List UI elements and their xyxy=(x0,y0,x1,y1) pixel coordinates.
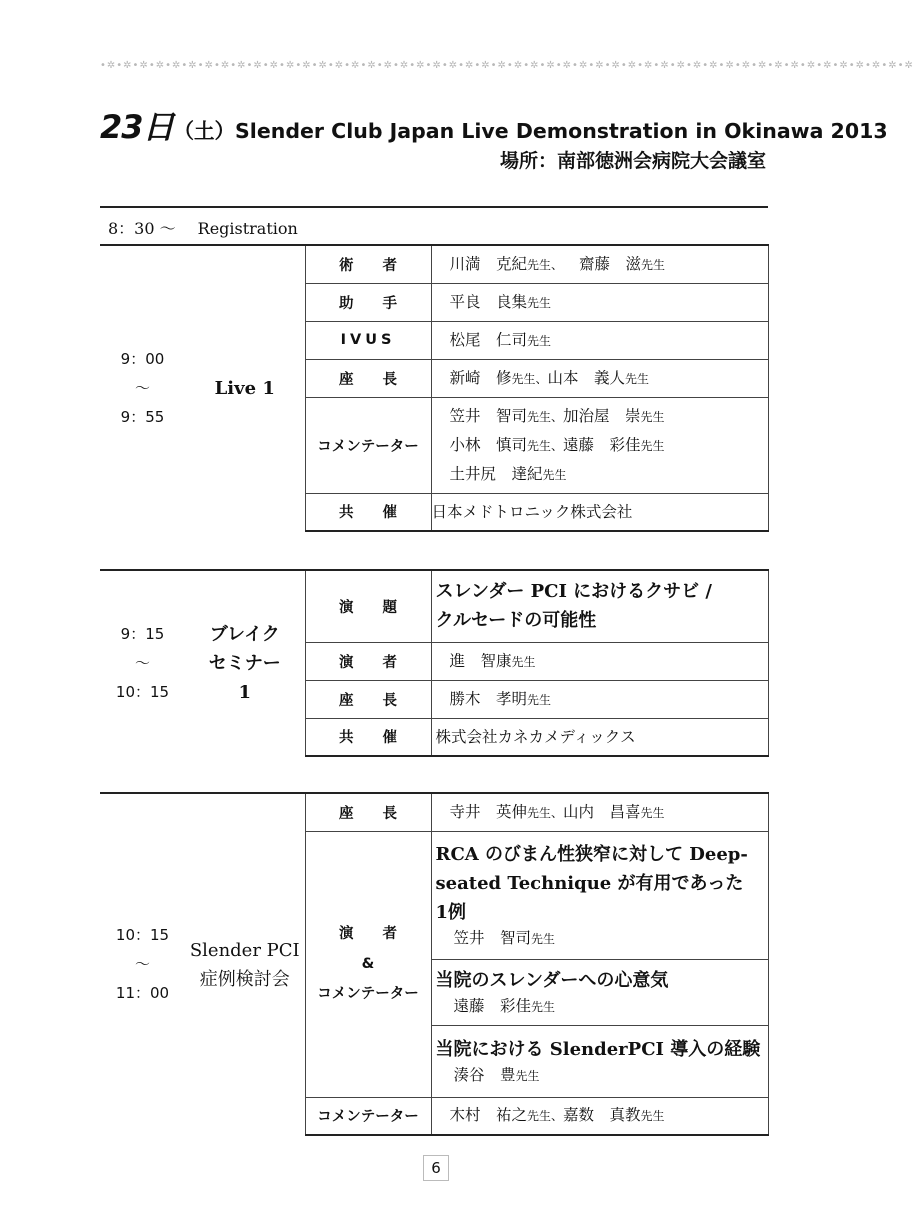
role-label: 座 長 xyxy=(305,793,431,831)
role-label: IVUS xyxy=(305,321,431,359)
speaker-name: 進 智康先生 xyxy=(431,642,768,680)
day-label: 23日 xyxy=(100,108,174,146)
case-2: 当院のスレンダーへの心意気 遠藤 彩佳先生 xyxy=(431,959,768,1025)
venue-label: 場所：南部徳洲会病院大会議室 xyxy=(499,150,766,172)
page-title xyxy=(100,102,888,148)
role-label: コメンテーター xyxy=(305,397,431,493)
role-label: 共 催 xyxy=(305,718,431,756)
session-name: Live 1 xyxy=(185,245,305,531)
ivus-name: 松尾 仁司先生 xyxy=(431,321,768,359)
chair-names: 寺井 英伸先生、山内 昌喜先生 xyxy=(431,793,768,831)
commentator-names: 笠井 智司先生、加治屋 崇先生 小林 慎司先生、遠藤 彩佳先生 土井尻 達紀先生 xyxy=(431,397,768,493)
operator-names: 川満 克紀先生、 齋藤 滋先生 xyxy=(431,245,768,283)
role-label: 共 催 xyxy=(305,493,431,531)
role-label: 座 長 xyxy=(305,359,431,397)
chair-names: 新崎 修先生、山本 義人先生 xyxy=(431,359,768,397)
time-range: 10：15 〜 11：00 xyxy=(100,793,185,1135)
schedule-block-case-review xyxy=(100,792,769,1136)
case-1: RCA のびまん性狭窄に対して Deep- seated Technique が有用であった 1例 笠井 智司先生 xyxy=(431,831,768,959)
time-range: 9：15 〜 10：15 xyxy=(100,570,185,756)
decorative-border: •✲•✲•✲•✲•✲•✲•✲•✲•✲•✲•✲•✲•✲•✲•✲•✲•✲•✲•✲•✲•✲•✲•✲•✲•✲•✲•✲•✲•✲•✲•✲•✲•✲•✲•✲•✲•✲•✲•✲•✲•✲•✲•✲•✲•✲•✲•✲•✲•✲•✲ xyxy=(100,60,914,71)
session-name: Slender PCI 症例検討会 xyxy=(185,793,305,1135)
role-label: 座 長 xyxy=(305,680,431,718)
registration-label: Registration xyxy=(197,219,298,238)
case-3: 当院における SlenderPCI 導入の経験 湊谷 豊先生 xyxy=(431,1025,768,1097)
page-number: 6 xyxy=(423,1155,449,1181)
chair-name: 勝木 孝明先生 xyxy=(431,680,768,718)
event-title: （土）Slender Club Japan Live Demonstration in Okinawa 2013 xyxy=(173,119,888,143)
sponsor-name: 日本メドトロニック株式会社 xyxy=(431,493,768,531)
table-row xyxy=(100,793,768,831)
lecture-title: スレンダー PCI におけるクサビ / クルセードの可能性 xyxy=(431,570,768,642)
session-name: ブレイク セミナー 1 xyxy=(185,570,305,756)
commentator-names: 木村 祐之先生、嘉数 真教先生 xyxy=(431,1097,768,1135)
schedule-block-live1 xyxy=(100,244,769,532)
time-range: 9：00 〜 9：55 xyxy=(100,245,185,531)
sponsor-name: 株式会社カネカメディックス xyxy=(431,718,768,756)
role-label: コメンテーター xyxy=(305,1097,431,1135)
registration-row xyxy=(108,216,298,239)
role-label: 演 者 & コメンテーター xyxy=(305,831,431,1097)
role-label: 術 者 xyxy=(305,245,431,283)
registration-time: 8：30 〜 xyxy=(108,219,176,238)
role-label: 演 題 xyxy=(305,570,431,642)
assistant-name: 平良 良集先生 xyxy=(431,283,768,321)
table-row xyxy=(100,570,768,642)
role-label: 助 手 xyxy=(305,283,431,321)
table-row xyxy=(100,245,768,283)
divider xyxy=(100,206,768,208)
schedule-block-break-seminar xyxy=(100,569,769,757)
role-label: 演 者 xyxy=(305,642,431,680)
